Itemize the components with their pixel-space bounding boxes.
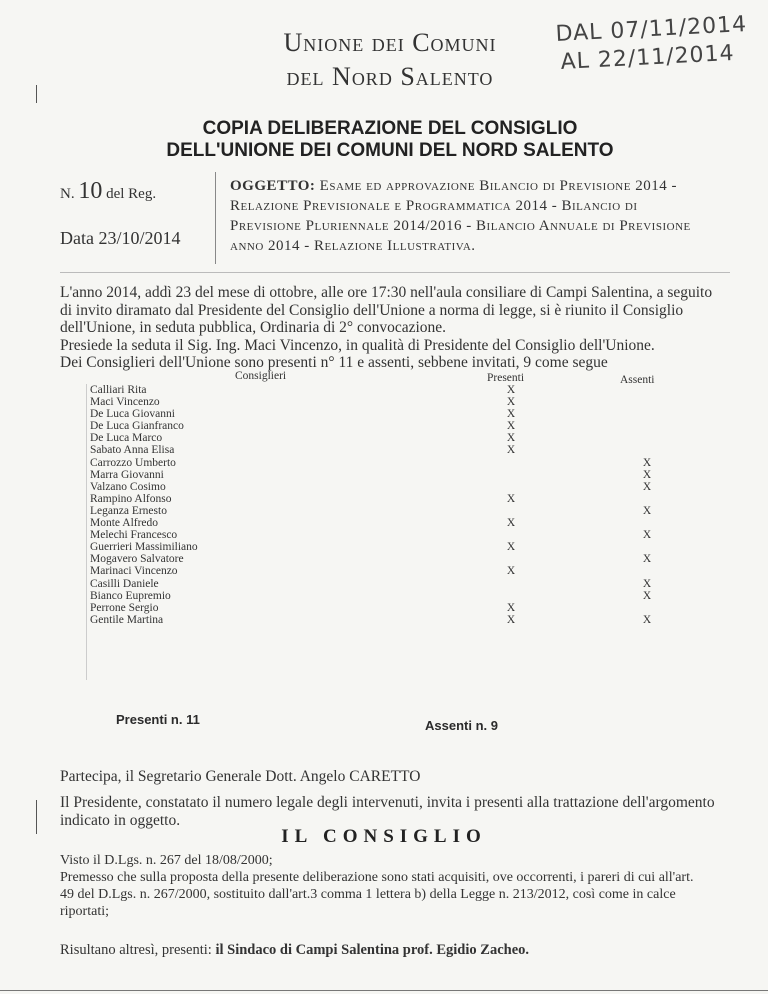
- reg-number-suffix: del Reg.: [106, 186, 157, 202]
- oggetto-divider: [215, 172, 216, 264]
- present-mark: [501, 469, 521, 481]
- visto-line-3: 49 del D.Lgs. n. 267/2000, sostituito dall'art.3 comma 1 lettera b) della Legge n. 213/2012, così come in calce: [60, 887, 676, 902]
- member-name: Maci Vincenzo: [90, 396, 160, 409]
- col-header-assenti: Assenti: [620, 374, 655, 386]
- oggetto-line-3: Previsione Pluriennale 2014/2016 - Bilancio Annuale di Previsione: [230, 218, 691, 234]
- oggetto-line-4: anno 2014 - Relazione Illustrativa.: [230, 238, 476, 254]
- header-line-2: del Nord Salento: [286, 62, 494, 91]
- reg-number-value: 10: [78, 178, 103, 204]
- date-value: 23/10/2014: [98, 228, 181, 248]
- intro-paragraph: [60, 284, 760, 372]
- absent-mark: [637, 432, 657, 444]
- member-name: Leganza Ernesto: [90, 504, 167, 517]
- present-mark: [501, 590, 521, 602]
- present-mark: [501, 457, 521, 469]
- present-mark: X: [506, 408, 516, 421]
- risultano-prefix: Risultano altresì, presenti:: [60, 942, 212, 958]
- intro-line-4: Presiede la seduta il Sig. Ing. Maci Vincenzo, in qualità di Presidente del Consiglio dell'Unione.: [60, 336, 655, 354]
- risultano-line: [60, 942, 765, 960]
- present-mark: X: [506, 420, 516, 433]
- deliberation-date: [60, 228, 181, 249]
- header-line-1: Unione dei Comuni: [283, 28, 497, 57]
- absent-mark: [637, 565, 657, 577]
- handwritten-date-to: AL 22/11/2014: [560, 40, 736, 75]
- absent-mark: [637, 384, 657, 396]
- member-name: Calliari Rita: [90, 384, 147, 396]
- presidente-paragraph: [60, 794, 765, 829]
- visto-line-4: riportati;: [60, 904, 109, 919]
- member-name: Casilli Daniele: [90, 577, 159, 590]
- present-mark: X: [506, 492, 516, 505]
- total-absent: Assenti n. 9: [425, 718, 498, 733]
- present-mark: X: [506, 444, 516, 457]
- absent-mark: [637, 420, 657, 432]
- present-mark: X: [506, 384, 516, 396]
- col-header-presenti: Presenti: [487, 372, 525, 384]
- absent-mark: X: [642, 480, 652, 493]
- absent-mark: [637, 602, 657, 614]
- member-name: Mogavero Salvatore: [90, 553, 184, 566]
- intro-line-5: Dei Consiglieri dell'Unione sono presenti n° 11 e assenti, sebbene invitati, 9 come segue: [60, 354, 608, 371]
- reg-number: [60, 178, 156, 205]
- page-bottom-edge: [0, 990, 768, 991]
- intro-line-3: dell'Unione, in seduta pubblica, Ordinaria di 2° convocazione.: [60, 319, 447, 336]
- member-name: Rampino Alfonso: [90, 492, 172, 505]
- absent-mark: X: [642, 613, 652, 626]
- oggetto-line-1: Esame ed approvazione Bilancio di Previsione 2014 -: [319, 178, 677, 194]
- absent-mark: X: [642, 468, 652, 481]
- member-name: De Luca Gianfranco: [90, 420, 184, 433]
- absent-mark: [637, 493, 657, 505]
- absent-mark: X: [642, 577, 652, 590]
- intro-line-2: di invito diramato dal Presidente del Consiglio dell'Unione a norma di legge, si è riunito il Consiglio: [60, 301, 684, 319]
- oggetto-line-2: Relazione Previsionale e Programmatica 2014 - Bilancio di: [230, 198, 638, 214]
- member-name: Marra Giovanni: [90, 468, 164, 481]
- present-mark: X: [506, 517, 516, 530]
- member-name: Sabato Anna Elisa: [90, 444, 175, 457]
- margin-mark: [36, 85, 37, 103]
- total-present: Presenti n. 11: [116, 712, 200, 727]
- visto-line-1: Visto il D.Lgs. n. 267 del 18/08/2000;: [60, 853, 273, 868]
- member-list: [90, 384, 270, 626]
- reg-number-prefix: N.: [60, 186, 75, 202]
- il-consiglio-heading: IL CONSIGLIO: [281, 826, 487, 847]
- member-name: De Luca Marco: [90, 432, 163, 445]
- member-name: Melechi Francesco: [90, 529, 178, 542]
- doc-title-line-1: COPIA DELIBERAZIONE DEL CONSIGLIO: [202, 118, 578, 139]
- absent-mark: [637, 408, 657, 420]
- risultano-bold: il Sindaco di Campi Salentina prof. Egidio Zacheo.: [215, 942, 530, 958]
- oggetto-block: [230, 176, 750, 256]
- absent-mark: [637, 444, 657, 456]
- presidente-line-1: Il Presidente, constatato il numero legale degli intervenuti, invita i presenti alla trattazione dell'argomento: [60, 794, 715, 811]
- doc-title-line-2: DELL'UNIONE DEI COMUNI DEL NORD SALENTO: [166, 140, 614, 161]
- present-mark: X: [506, 396, 516, 409]
- absent-mark: X: [642, 456, 652, 469]
- member-name: Monte Alfredo: [90, 517, 159, 530]
- absent-mark: X: [642, 504, 652, 517]
- present-mark: X: [506, 613, 516, 626]
- absent-mark: [637, 396, 657, 408]
- absent-mark: [637, 517, 657, 529]
- date-label: Data: [60, 228, 94, 248]
- member-name: Bianco Eupremio: [90, 589, 171, 602]
- present-mark: X: [506, 601, 516, 614]
- handwritten-date-from: DAL 07/11/2014: [555, 11, 748, 47]
- segretario-line: Partecipa, il Segretario Generale Dott. Angelo CARETTO: [60, 768, 421, 785]
- present-column: [501, 384, 521, 626]
- intro-line-1: L'anno 2014, addì 23 del mese di ottobre, alle ore 17:30 nell'aula consiliare di Campi Salentina, a seguito: [60, 284, 713, 301]
- col-header-consiglieri: Consiglieri: [235, 370, 287, 382]
- absent-mark: X: [642, 589, 652, 602]
- present-mark: X: [506, 432, 516, 445]
- member-name: Marinaci Vincenzo: [90, 565, 178, 578]
- present-mark: X: [506, 565, 516, 578]
- absent-column: [637, 384, 657, 626]
- member-name: Gentile Martina: [90, 613, 164, 626]
- oggetto-label: OGGETTO:: [230, 178, 316, 194]
- visto-line-2: Premesso che sulla proposta della presente deliberazione sono stati acquisiti, ove occorrenti, i pareri di cui all'art.: [60, 870, 694, 885]
- member-name: Carrozzo Umberto: [90, 456, 176, 469]
- absent-mark: X: [642, 529, 652, 542]
- present-mark: [501, 553, 521, 565]
- table-left-rule: [86, 384, 87, 680]
- present-mark: [501, 529, 521, 541]
- present-mark: [501, 481, 521, 493]
- absent-mark: X: [642, 553, 652, 566]
- present-mark: [501, 578, 521, 590]
- section-rule: [60, 272, 730, 273]
- member-name: Guerrieri Massimiliano: [90, 541, 198, 554]
- visto-paragraph: [60, 852, 765, 920]
- presidente-line-2: indicato in oggetto.: [60, 811, 181, 829]
- present-mark: [501, 505, 521, 517]
- present-mark: X: [506, 541, 516, 554]
- member-name: Valzano Cosimo: [90, 480, 166, 493]
- member-name: De Luca Giovanni: [90, 408, 175, 421]
- absent-mark: [637, 541, 657, 553]
- member-name: Perrone Sergio: [90, 601, 159, 614]
